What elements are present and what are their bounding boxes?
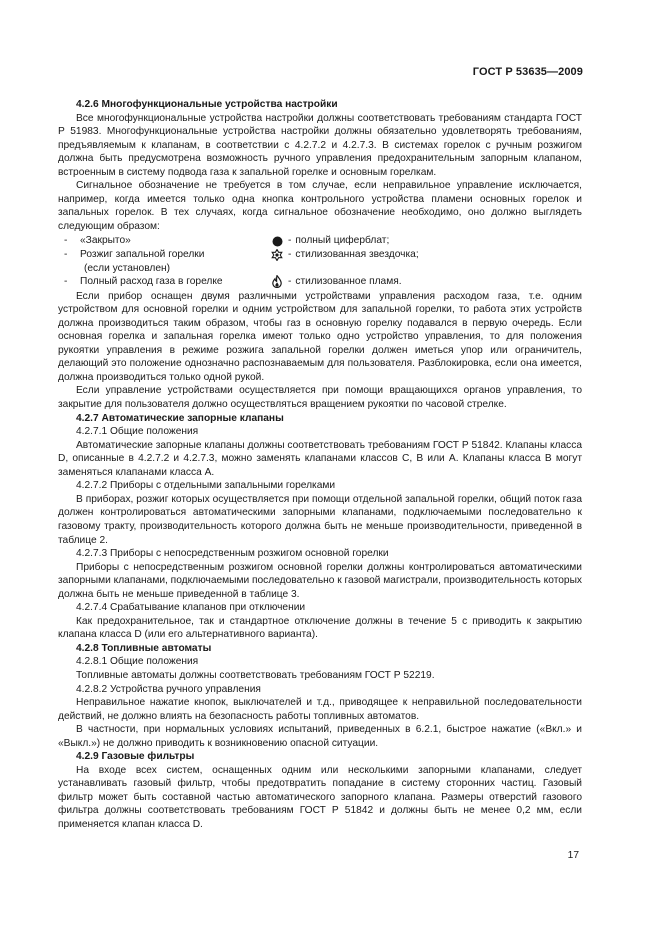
paragraph: Сигнальное обозначение не требуется в том случае, если неправильное управление исключается, например, когда имеется только одна кнопка контрольного устройства пламени основных горелок и запальных горелок. В тех случаях, когда сигнальное обозначение необходимо, оно должно выглядеть следующим образом: [58,180,582,232]
document-body [58,98,582,832]
section-heading: 4.2.7 Автоматические запорные клапаны [76,412,284,424]
list-desc: стилизованное пламя. [295,276,402,288]
list-item-continuation [58,262,582,276]
list-dash: - [64,276,68,288]
list-term: Розжиг запальной горелки [80,249,205,261]
subsection-heading: 4.2.8.1 Общие положения [76,656,199,668]
paragraph: В приборах, розжиг которых осуществляется при помощи отдельной запальной горелки, общий поток газа должен контролироваться автоматическими запорными клапанами, подключаемыми последовательно к газовому тракту, производительность которого должна быть не меньше производительности, приведенной в таблице 2. [58,493,582,546]
paragraph: В частности, при нормальных условиях испытаний, приведенных в 6.2.1, быстрое нажатие («Вкл.» и «Выкл.») не должно приводить к возникновению опасной ситуации. [58,724,582,749]
list-item [58,248,582,262]
subsection-heading: 4.2.7.1 Общие положения [76,426,199,438]
list-continuation: (если установлен) [84,262,171,274]
symbol-list [58,234,582,288]
list-sep: - [288,235,292,247]
list-sep: - [288,249,292,261]
paragraph: Если прибор оснащен двумя различными устройствами управления расходом газа, т.е. одним устройством для основной горелки и одним устройством для запальной горелки, то работа этих устройств должна производиться таким образом, чтобы газ в основную горелку подавался в первую очередь. Если основная горелка и запальная горелка имеют только одно устройство управления, то для положения рукоятки управления в режиме розжига запальной горелки должен иметься упор или ограничитель, делающий это положение однозначно распознаваемым для пользователя. Разблокировка, если она имеется, должна производиться только одной рукой. [58,290,582,383]
page-number: 17 [567,850,579,861]
star-icon [270,248,284,262]
list-item [58,234,582,248]
list-dash: - [64,249,68,261]
subsection-heading: 4.2.7.4 Срабатывание клапанов при отключении [76,602,306,614]
section-heading: 4.2.6 Многофункциональные устройства настройки [76,99,338,110]
subsection-heading: 4.2.7.2 Приборы с отдельными запальными горелками [76,480,336,492]
filled-circle-icon [270,234,284,248]
paragraph: Приборы с непосредственным розжигом основной горелки должны контролироваться автоматическими запорными клапанами, подключаемыми последовательно к газовой магистрали, производительность которых должна быть не меньше приведенной в таблице 3. [58,561,582,600]
list-desc: стилизованная звездочка; [295,249,419,261]
list-desc: полный циферблат; [295,235,390,247]
list-item [58,275,582,289]
paragraph: Автоматические запорные клапаны должны соответствовать требованиям ГОСТ Р 51842. Клапаны класса D, описанные в 4.2.7.2 и 4.2.7.3, можно заменять клапанами классов С, В или А. Клапаны класса В могут заменяться клапанами класса А. [58,439,582,478]
list-term: «Закрыто» [80,235,131,247]
subsection-heading: 4.2.7.3 Приборы с непосредственным розжигом основной горелки [76,548,389,560]
section-heading: 4.2.8 Топливные автоматы [76,642,212,654]
paragraph: Все многофункциональные устройства настройки должны соответствовать требованиям стандарта ГОСТ Р 51983. Многофункциональные устройства настройки должны обязательно удовлетворять требованиям, предъявляемым к клапанам, в соответствии с 4.2.7.2 и 4.2.7.3. В системах горелок с ручным розжигом должна быть предусмотрена возможность ручного управления предохранительным запорным клапаном, встроенным в систему подвода газа к запальной горелке и основным горелкам. [58,112,582,178]
paragraph: Если управление устройствами осуществляется при помощи вращающихся органов управления, то закрытие для пользователя должно осуществляться вращением рукоятки по часовой стрелке. [58,385,582,411]
paragraph: Как предохранительное, так и стандартное отключение должны в течение 5 с приводить к закрытию клапана класса D (или его альтернативного варианта). [58,615,582,641]
list-dash: - [64,235,68,247]
list-sep: - [288,276,292,288]
list-term: Полный расход газа в горелке [80,276,223,288]
flame-icon [270,275,284,289]
paragraph: Неправильное нажатие кнопок, выключателей и т.д., приводящее к неправильной последовательности действий, не должно влиять на безопасность работы топливных автоматов. [58,697,582,722]
paragraph: На входе всех систем, оснащенных одним или несколькими запорными клапанами, следует устанавливать газовый фильтр, чтобы предотвратить попадание в систему сторонних частиц. Газовый фильтр может быть составной частью автоматического запорного клапана. Размеры отверстий газового фильтра должны соответствовать требованиям ГОСТ Р 51842 и должны быть не менее 0,2 мм, если применяется клапан класса D. [58,764,582,830]
section-heading: 4.2.9 Газовые фильтры [76,751,195,763]
standard-number: ГОСТ Р 53635—2009 [472,66,583,78]
subsection-heading: 4.2.8.2 Устройства ручного управления [76,683,261,695]
paragraph: Топливные автоматы должны соответствовать требованиям ГОСТ Р 52219. [76,669,435,681]
